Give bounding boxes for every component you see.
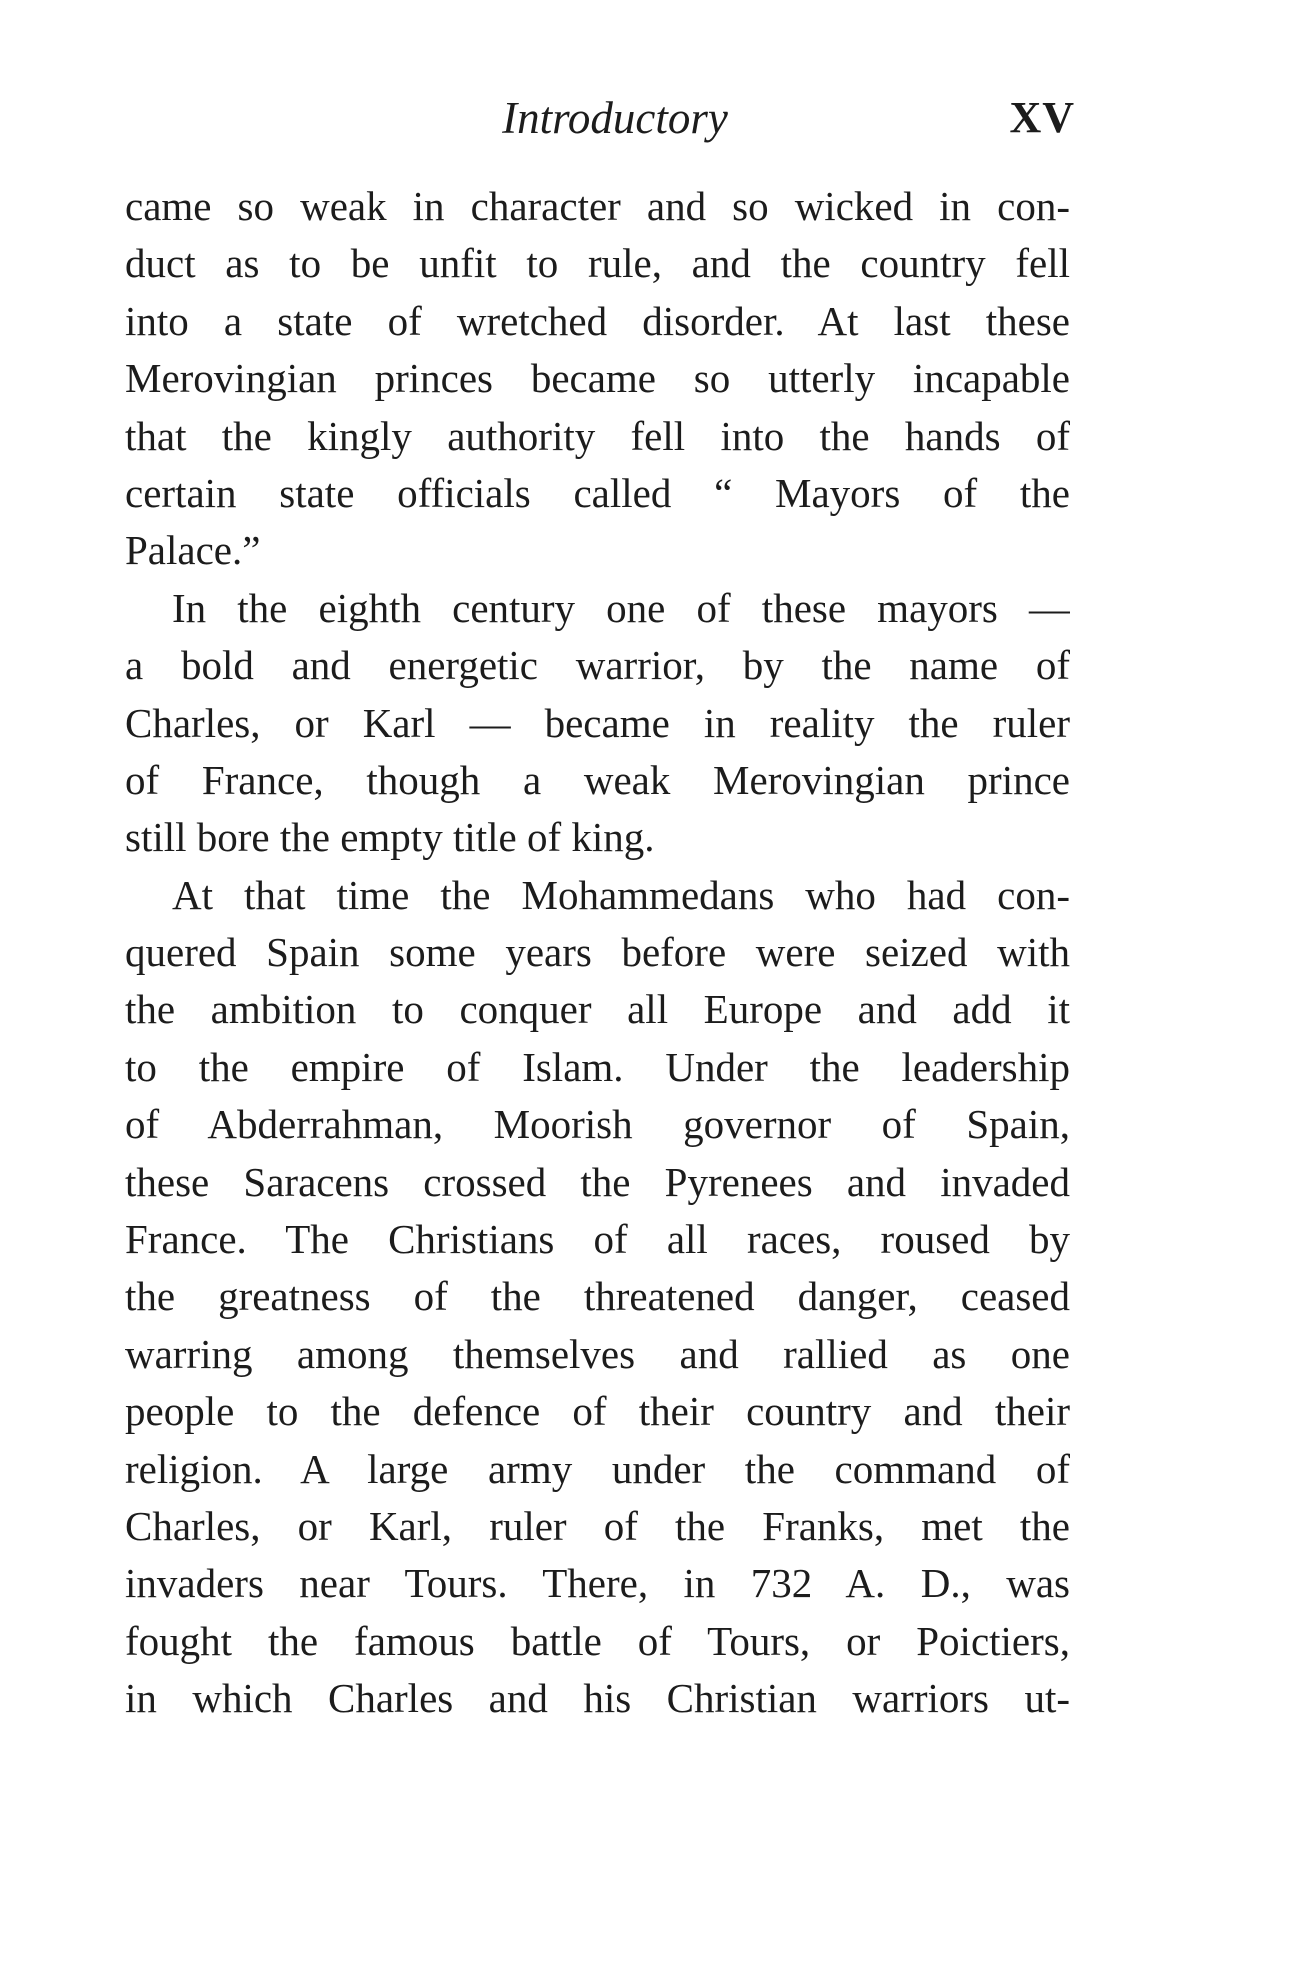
page-number: XV	[1009, 93, 1075, 142]
text-line: people to the defence of their country and their	[125, 1388, 1070, 1435]
text-line: Merovingian princes became so utterly incapable	[125, 355, 1070, 402]
text-line: of Abderrahman, Moorish governor of Spain,	[125, 1101, 1070, 1148]
text-line: In the eighth century one of these mayors —	[172, 584, 1070, 631]
text-line: to the empire of Islam. Under the leadership	[125, 1043, 1070, 1090]
running-title: Introductory	[502, 93, 728, 143]
body-text	[125, 178, 1070, 1728]
text-line: a bold and energetic warrior, by the name of	[125, 642, 1070, 689]
text-line: quered Spain some years before were seized with	[125, 929, 1070, 976]
text-line: still bore the empty title of king.	[125, 814, 655, 861]
text-line: into a state of wretched disorder. At last these	[125, 297, 1070, 344]
paragraph-2	[125, 580, 1070, 867]
text-line: the ambition to conquer all Europe and add it	[125, 986, 1070, 1033]
text-line: these Saracens crossed the Pyrenees and invaded	[125, 1158, 1070, 1205]
text-line: At that time the Mohammedans who had con-	[172, 871, 1070, 918]
paragraph-1	[125, 178, 1070, 580]
text-line: France. The Christians of all races, roused by	[125, 1216, 1070, 1263]
running-head	[125, 88, 1075, 148]
text-line: the greatness of the threatened danger, ceased	[125, 1273, 1070, 1320]
text-line: religion. A large army under the command of	[125, 1445, 1070, 1492]
text-line: Charles, or Karl — became in reality the ruler	[125, 699, 1070, 746]
text-line: Palace.”	[125, 527, 261, 574]
text-line: duct as to be unfit to rule, and the country fell	[125, 240, 1070, 287]
paragraph-3	[125, 867, 1070, 1728]
text-line: certain state officials called “ Mayors of the	[125, 469, 1070, 516]
text-line: Charles, or Karl, ruler of the Franks, met the	[125, 1502, 1070, 1549]
text-line: that the kingly authority fell into the hands of	[125, 412, 1070, 459]
text-line: warring among themselves and rallied as one	[125, 1330, 1070, 1377]
text-line: in which Charles and his Christian warriors ut-	[125, 1675, 1070, 1722]
text-line: invaders near Tours. There, in 732 A. D., was	[125, 1560, 1070, 1607]
text-line: came so weak in character and so wicked in con-	[125, 183, 1070, 229]
text-line: of France, though a weak Merovingian prince	[125, 756, 1070, 803]
text-line: fought the famous battle of Tours, or Poictiers,	[125, 1617, 1070, 1664]
